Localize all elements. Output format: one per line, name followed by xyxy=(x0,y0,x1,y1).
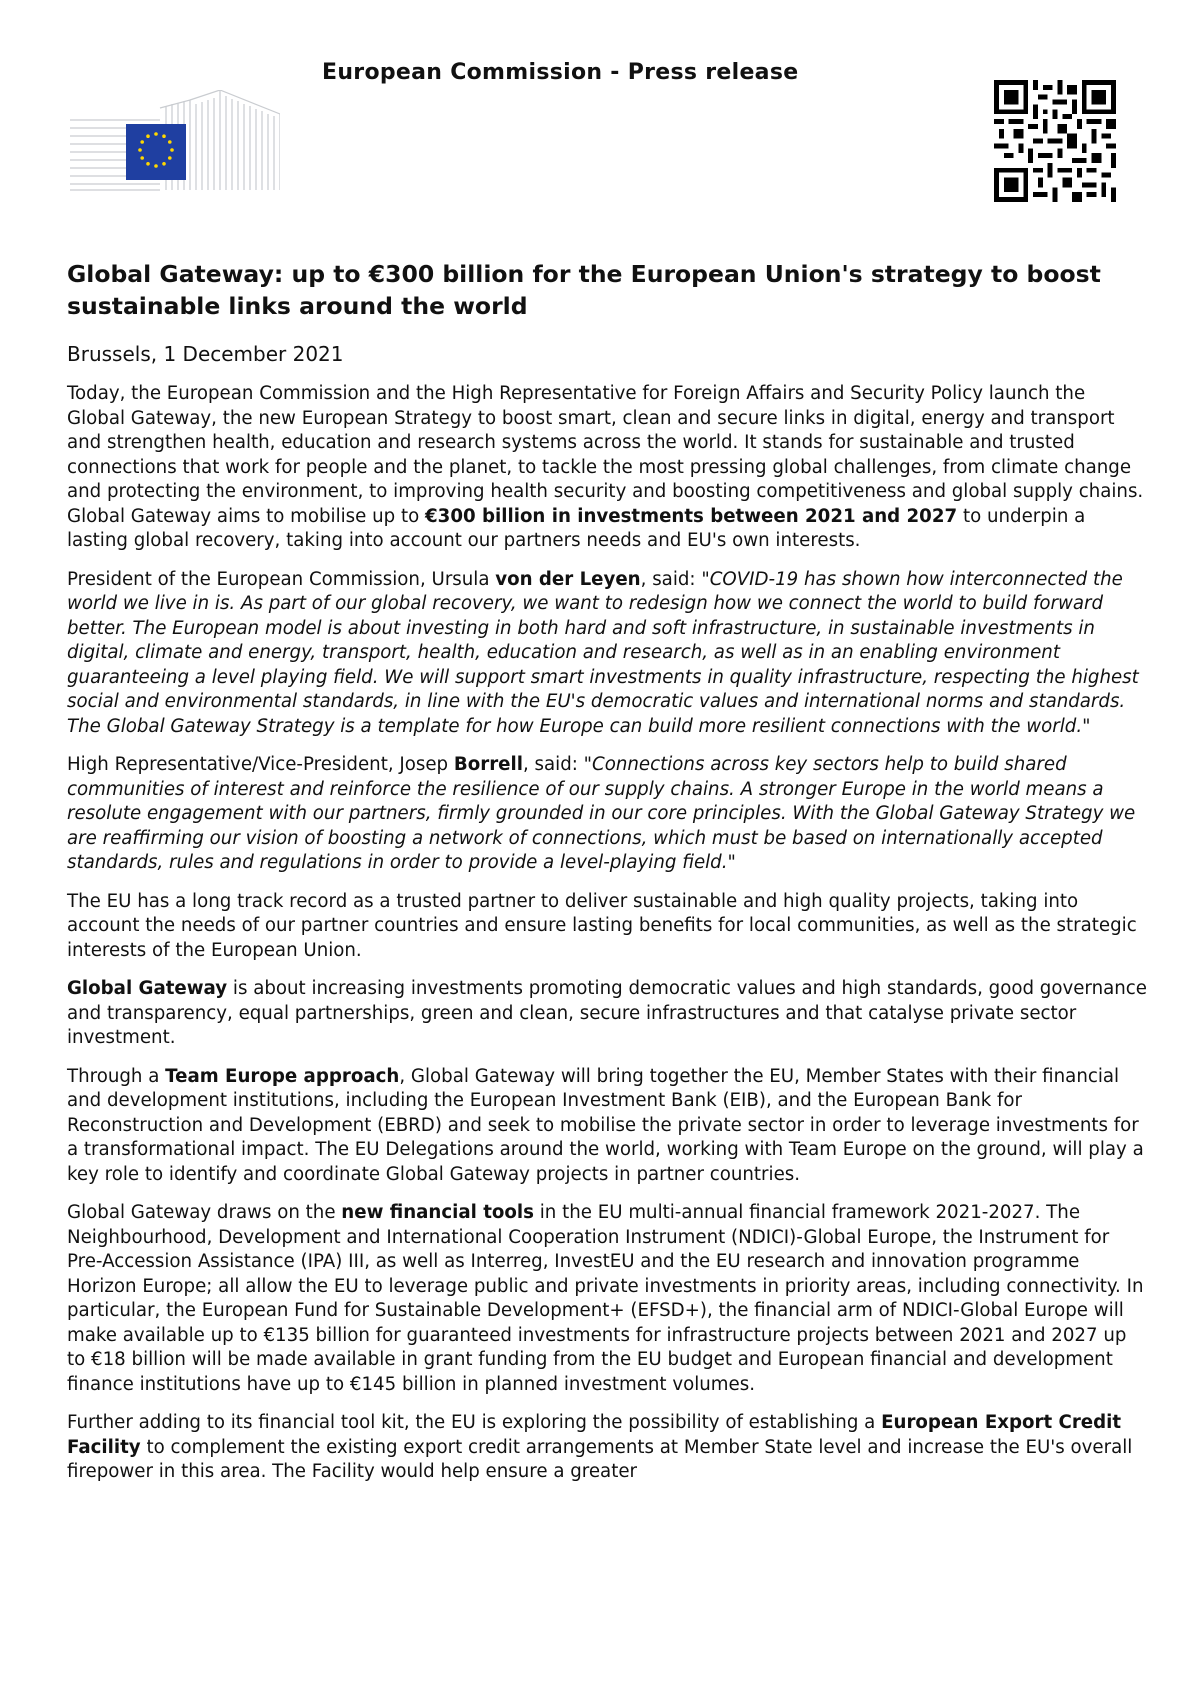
dateline: Brussels, 1 December 2021 xyxy=(67,342,344,366)
paragraph-borrell-quote: High Representative/Vice-President, Josep Borrell, said: "Connections across key sectors help to build shared communities of interest and reinforce the resilience of our supply chains. A stronger Europe in the world means a resolute engagement with our partners, firmly grounded in our core principles. With the Global Gateway Strategy we are reaffirming our vision of boosting a network of connections, which must be based on internationally accepted standards, rules and regulations in order to provide a level-playing field." xyxy=(67,754,1136,873)
paragraph-von-der-leyen-quote: President of the European Commission, Ursula von der Leyen, said: "COVID-19 has shown how interconnected the world we live in is. As part of our global recovery, we want to redesign how we connect the world to build forward better. The European model is about investing in both hard and soft infrastructure, in sustainable investments in digital, climate and energy, transport, health, education and research, as well as in an enabling environment guaranteeing a level playing field. We will support smart investments in quality infrastructure, respecting the highest social and environmental standards, in line with the EU's democratic values and international norms and standards. The Global Gateway Strategy is a template for how Europe can build more resilient connections with the world." xyxy=(67,568,1139,737)
page-title: Global Gateway: up to €300 billion for the European Union's strategy to boost sustainable links around the world xyxy=(67,260,1101,320)
paragraph-intro: Today, the European Commission and the High Representative for Foreign Affairs and Security Policy launch the Global Gateway, the new European Strategy to boost smart, clean and secure links in digital, energy and transport and strengthen health, education and research systems across the world. It stands for sustainable and trusted connections that work for people and the planet, to tackle the most pressing global challenges, from climate change and protecting the environment, to improving health security and boosting competitiveness and global supply chains. Global Gateway aims to mobilise up to €300 billion in investments between 2021 and 2027 to underpin a lasting global recovery, taking into account our partners needs and EU's own interests. xyxy=(67,383,1144,551)
press-release-body xyxy=(67,382,1147,1499)
paragraph-team-europe: Through a Team Europe approach, Global Gateway will bring together the EU, Member States with their financial and development institutions, including the European Investment Bank (EIB), and the European Bank for Reconstruction and Development (EBRD) and seek to mobilise the private sector in order to leverage investments for a transformational impact. The EU Delegations around the world, working with Team Europe on the ground, will play a key role to identify and coordinate Global Gateway projects in partner countries. xyxy=(67,1065,1144,1185)
paragraph-export-credit: Further adding to its financial tool kit, the EU is exploring the possibility of establishing a European Export Credit Facility to complement the existing export credit arrangements at Member State level and increase the EU's overall firepower in this area. The Facility would help ensure a greater xyxy=(67,1412,1133,1482)
paragraph-financial-tools: Global Gateway draws on the new financial tools in the EU multi-annual financial framework 2021-2027. The Neighbourhood, Development and International Cooperation Instrument (NDICI)-Global Europe, the Instrument for Pre-Accession Assistance (IPA) III, as well as Interreg, InvestEU and the EU research and innovation programme Horizon Europe; all allow the EU to leverage public and private investments in priority areas, including connectivity. In particular, the European Fund for Sustainable Development+ (EFSD+), the financial arm of NDICI-Global Europe will make available up to €135 billion for guaranteed investments for infrastructure projects between 2021 and 2027 up to €18 billion will be made available in grant funding from the EU budget and European financial and development finance institutions have up to €145 billion in planned investment volumes. xyxy=(67,1202,1144,1395)
european-commission-logo xyxy=(70,90,280,192)
press-release-header: European Commission - Press release xyxy=(322,60,799,85)
qr-code xyxy=(994,80,1116,202)
paragraph-global-gateway: Global Gateway is about increasing investments promoting democratic values and high standards, good governance and transparency, equal partnerships, green and clean, secure infrastructures and that catalyse private sector investment. xyxy=(67,978,1147,1048)
paragraph-track-record: The EU has a long track record as a trusted partner to deliver sustainable and high quality projects, taking into account the needs of our partner countries and ensure lasting benefits for local communities, as well as the strategic interests of the European Union. xyxy=(67,890,1137,961)
